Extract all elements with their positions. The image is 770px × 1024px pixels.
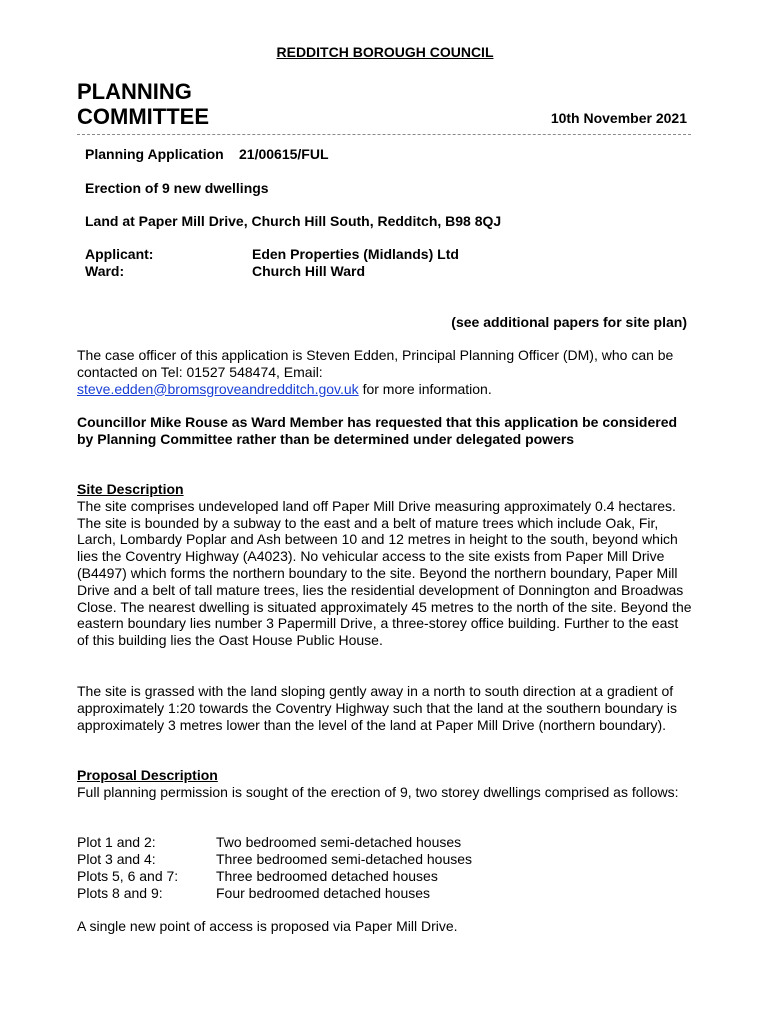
applicant-label: Applicant: xyxy=(85,246,154,262)
site-description-paragraph-1: The site comprises undeveloped land off Paper Mill Drive measuring approximately 0.4 hectares. The site is bounded by a subway to the east and a belt of mature trees which include Oak, Fir, Larch, Lombardy Poplar and Ash between 10 and 12 metres in height to the south, beyond which lies the Coventry Highway (A4023). No vehicular access to the site exists from Paper Mill Drive (B4497) which forms the northern boundary to the site. Beyond the northern boundary, Paper Mill Drive and a belt of tall mature trees, lies the residential development of Donnington and Broadwas Close. The nearest dwelling is situated approximately 45 metres to the north of the site. Beyond the eastern boundary lies number 3 Papermill Drive, a three-storey office building. Further to the east of this building lies the Oast House Public House. xyxy=(77,497,692,649)
plot-description: Three bedroomed semi-detached houses xyxy=(216,851,473,867)
plot-label: Plots 5, 6 and 7: xyxy=(77,868,179,884)
site-description-paragraph-2: The site is grassed with the land sloping gently away in a north to south direction at a gradient of approximately 1:20 towards the Coventry Highway such that the land at the southern boundary is approximately 3 metres lower than the level of the land at Paper Mill Drive (northern boundary). xyxy=(77,683,678,733)
applicant-value: Eden Properties (Midlands) Ltd xyxy=(252,246,459,262)
case-officer-paragraph xyxy=(77,347,692,397)
proposal-description-heading: Proposal Description xyxy=(77,767,218,783)
application-ref-value: 21/00615/FUL xyxy=(239,146,329,162)
committee-title-line1: PLANNING xyxy=(77,79,192,104)
council-name: REDDITCH BOROUGH COUNCIL xyxy=(276,44,494,60)
application-location: Land at Paper Mill Drive, Church Hill South, Redditch, B98 8QJ xyxy=(85,213,502,229)
proposal-description-section xyxy=(77,767,692,801)
ward-label: Ward: xyxy=(85,263,125,279)
site-description-heading: Site Description xyxy=(77,481,184,497)
site-description-section xyxy=(77,481,692,649)
site-plan-note: (see additional papers for site plan) xyxy=(451,314,687,330)
case-officer-text-end: for more information. xyxy=(358,380,492,397)
case-officer-text: The case officer of this application is Steven Edden, Principal Planning Officer (DM), who can be contacted on Tel: 01527 548474, Email: xyxy=(77,347,674,380)
meeting-date: 10th November 2021 xyxy=(550,110,687,126)
plot-label: Plots 8 and 9: xyxy=(77,885,163,901)
access-statement: A single new point of access is proposed via Paper Mill Drive. xyxy=(77,918,458,934)
plot-label: Plot 3 and 4: xyxy=(77,851,156,867)
plot-description: Three bedroomed detached houses xyxy=(216,868,438,884)
application-description: Erection of 9 new dwellings xyxy=(85,180,269,196)
plot-label: Plot 1 and 2: xyxy=(77,834,156,850)
committee-title xyxy=(77,79,209,129)
committee-title-line2: COMMITTEE xyxy=(77,104,209,129)
ward-value: Church Hill Ward xyxy=(252,263,366,279)
officer-email-link[interactable]: steve.edden@bromsgroveandredditch.gov.uk xyxy=(77,380,359,397)
plot-description: Two bedroomed semi-detached houses xyxy=(216,834,462,850)
plot-description: Four bedroomed detached houses xyxy=(216,885,431,901)
application-ref-label: Planning Application xyxy=(85,146,224,162)
proposal-intro: Full planning permission is sought of the erection of 9, two storey dwellings comprised as follows: xyxy=(77,783,679,800)
header-divider xyxy=(77,134,691,135)
councillor-request-note: Councillor Mike Rouse as Ward Member has requested that this application be considered by Planning Committee rather than be determined under delegated powers xyxy=(77,414,678,447)
